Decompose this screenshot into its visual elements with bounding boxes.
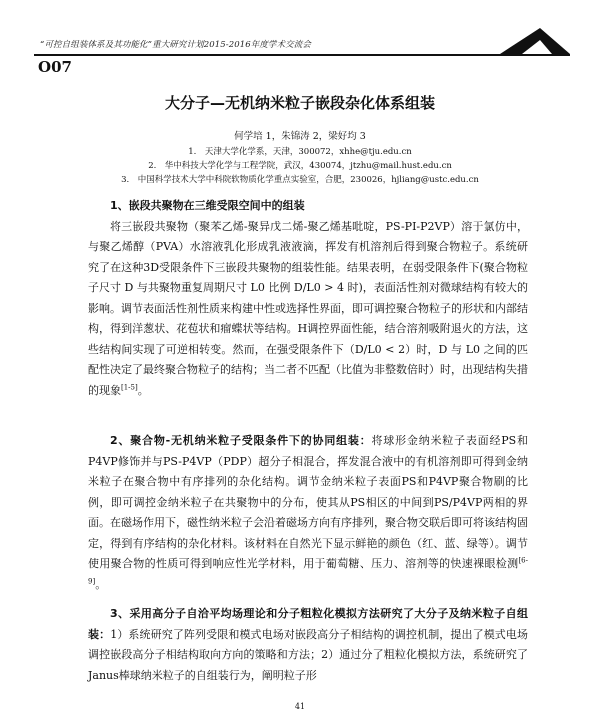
section-2-citation: [6-9] [88, 556, 528, 585]
section-3-text: 1）系统研究了阵列受限和模式电场对嵌段高分子相结构的调控机制，提出了模式电场调控嵌段高分子相结构取向方向的策略和方法；2）通过分了粗粒化模拟方法，系统研究了Janus棒球纳米粒子的自组装行为，阐明粒子形 [88, 627, 529, 682]
running-header: “可控自组装体系及其功能化”重大研究计划2015-2016年度学术交流会 [40, 40, 311, 50]
affiliation-2: 2. 华中科技大学化学与工程学院，武汉，430074，jtzhu@mail.hust.edu.cn [148, 161, 452, 171]
section-1-end: 。 [137, 383, 149, 397]
affiliation-3: 3. 中国科学技术大学中科院软物质化学重点实验室，合肥，230026，hjliang@ustc.edu.cn [121, 175, 479, 185]
section-3 [88, 604, 528, 686]
paper-title: 大分子—无机纳米粒子嵌段杂化体系组装 [164, 94, 435, 112]
section-2-text: 将球形金纳米粒子表面经PS和P4VP修饰并与PS-P4VP（PDP）超分子相混合，挥发混合液中的有机溶剂即可得到金纳米粒子在聚合物中有序排列的杂化结构。调节金纳米粒子表面PS和P4VP聚合物刷的比例，即可调控金纳米粒子在共聚物中的分布，使其从PS相区的中间到PS/P4VP两相的界面。在磁场作用下，磁性纳米粒子会沿着磁场方向有序排列，聚合物交联后即可将该结构固定，得到有序结构的杂化材料。该材料在自然光下显示鲜艳的颜色（红、蓝、绿等）。调节使用聚合物的性质可得到响应性光学材料，用于葡萄糖、压力、溶剂等的快速裸眼检测 [88, 434, 528, 570]
section-2 [88, 431, 528, 595]
section-3-heading: 3、采用高分子自洽平均场理论和分子粗粒化模拟方法研究了大分子及纳米粒子自组装： [88, 607, 528, 641]
section-1-heading: 1、嵌段共聚物在三维受限空间中的组装 [110, 199, 305, 212]
header-rule [34, 54, 570, 56]
page-number: 41 [294, 702, 306, 711]
author-list: 何学培 1，朱锦涛 2，梁好均 3 [234, 131, 366, 142]
section-2-end: 。 [95, 577, 107, 591]
section-2-heading: 2、聚合物-无机纳米粒子受限条件下的协同组装： [110, 434, 372, 447]
section-1-citation: [1-5] [121, 382, 138, 391]
section-1-text: 将三嵌段共聚物（聚苯乙烯-聚异戊二烯-聚乙烯基吡啶，PS-PI-P2VP）溶于氯仿中，与聚乙烯醇（PVA）水溶液乳化形成乳液液滴，挥发有机溶剂后得到聚合物粒子。系统研究了在这种3D受限条件下三嵌段共聚物的组装性能。结果表明，在弱受限条件下(聚合物粒子尺寸 D 与共聚物重复周期尺寸 L0 比例 D/L0 > 4 时)，表面活性剂对微球结构有较大的影响。调节表面活性剂性质来构建中性或选择性界面，即可调控聚合物粒子的形状和内部结构，得到洋葱状、花苞状和瘤蝶状等结构。H调控界面性能，结合溶剂吸附退火的方法，这些结构间实现了可逆相转变。然而，在强受限条件下（D/L0 < 2）时，D 与 L0 之间的匹配性决定了最终聚合物粒子的结构；当二者不匹配（比值为非整数倍时）时，出现结构失措的现象 [88, 219, 528, 397]
abstract-code: O07 [38, 58, 72, 76]
section-1 [88, 196, 528, 401]
affiliation-1: 1. 天津大学化学系，天津，300072，xhhe@tju.edu.cn [188, 147, 412, 157]
conference-logo [500, 28, 570, 54]
